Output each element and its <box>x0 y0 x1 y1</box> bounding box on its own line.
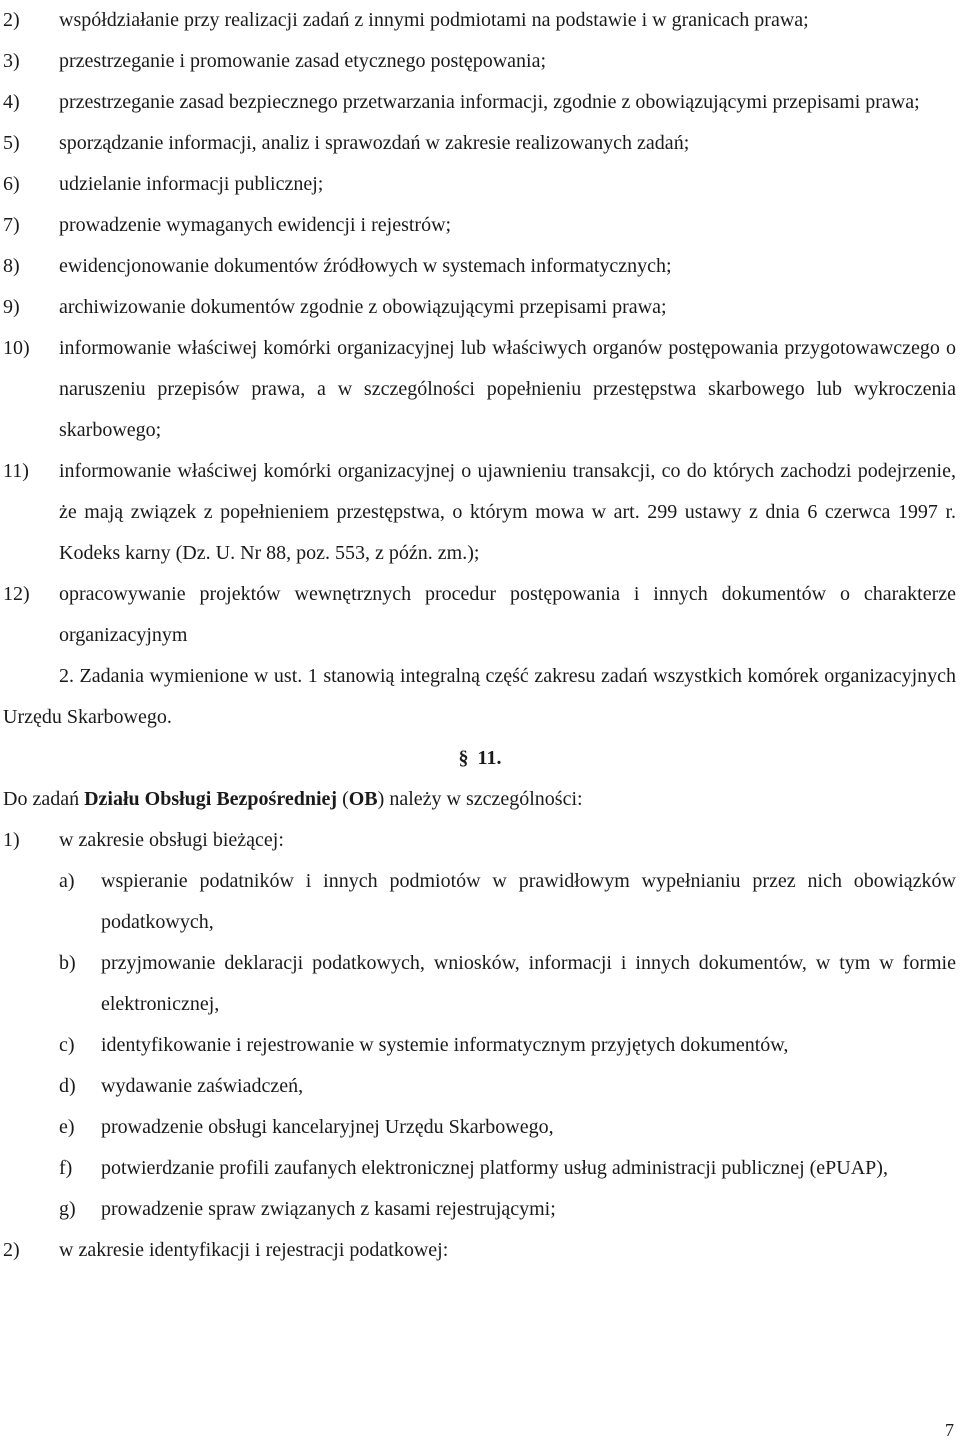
list-item-text: ewidencjonowanie dokumentów źródłowych w systemach informatycznych; <box>59 255 672 277</box>
list-item-text: w zakresie obsługi bieżącej: <box>59 829 284 851</box>
list-item-text: sporządzanie informacji, analiz i sprawozdań w zakresie realizowanych zadań; <box>59 132 690 154</box>
intro-text-middle: ( <box>337 788 349 810</box>
list-item-text: w zakresie identyfikacji i rejestracji podatkowej: <box>59 1239 449 1261</box>
list-item <box>0 1230 960 1271</box>
sub-item-text: identyfikowanie i rejestrowanie w systemie informatycznym przyjętych dokumentów, <box>101 1034 789 1056</box>
list-item <box>0 820 960 861</box>
sub-item-letter: c) <box>59 1034 75 1056</box>
list-item-text: archiwizowanie dokumentów zgodnie z obowiązującymi przepisami prawa; <box>59 296 667 318</box>
list-item-text: prowadzenie wymaganych ewidencji i rejestrów; <box>59 214 452 236</box>
list-item-number: 2) <box>3 9 20 31</box>
list-item <box>0 123 960 164</box>
list-item-text: informowanie właściwej komórki organizacyjnej o ujawnieniu transakcji, co do których zachodzi podejrzenie, że mają związek z popełnieniem przestępstwa, o którym mowa w art. 299 ustawy z dnia 6 czerwca 1997 r. Kodeks karny (Dz. U. Nr 88, poz. 553, z późn. zm.); <box>59 460 956 564</box>
list-item-text: informowanie właściwej komórki organizacyjnej lub właściwych organów postępowania przygotowawczego o naruszeniu przepisów prawa, a w szczególności popełnieniu przestępstwa skarbowego lub wykroczenia skarbowego; <box>59 337 956 441</box>
list-item <box>0 41 960 82</box>
sub-item-letter: f) <box>59 1157 73 1179</box>
list-item-number: 11) <box>3 460 29 482</box>
sub-item-letter: e) <box>59 1116 75 1138</box>
sub-item-letter: a) <box>59 870 75 892</box>
list-item <box>0 328 960 451</box>
list-item <box>0 0 960 41</box>
list-item <box>0 287 960 328</box>
sub-list-item <box>0 1189 960 1230</box>
section-number: 11. <box>477 747 502 769</box>
list-item-text: udzielanie informacji publicznej; <box>59 173 324 195</box>
sub-item-text: wspieranie podatników i innych podmiotów w prawidłowym wypełnianiu przez nich obowiązków podatkowych, <box>101 870 956 933</box>
sub-list-item <box>0 1066 960 1107</box>
department-abbreviation: OB <box>348 788 378 810</box>
list-item-text: opracowywanie projektów wewnętrznych procedur postępowania i innych dokumentów o charakterze organizacyjnym <box>59 583 956 646</box>
list-item <box>0 246 960 287</box>
list-item <box>0 574 960 656</box>
list-item-number: 4) <box>3 91 20 113</box>
list-item <box>0 205 960 246</box>
list-item-text: przestrzeganie zasad bezpiecznego przetwarzania informacji, zgodnie z obowiązującymi przepisami prawa; <box>59 91 920 113</box>
sub-item-letter: d) <box>59 1075 76 1097</box>
ob-task-list <box>0 820 960 1271</box>
paragraph-2: 2. Zadania wymienione w ust. 1 stanowią integralną część zakresu zadań wszystkich komórek organizacyjnych Urzędu Skarbowego. <box>3 665 956 728</box>
list-item-number: 8) <box>3 255 20 277</box>
list-item-number: 9) <box>3 296 20 318</box>
sub-item-text: prowadzenie obsługi kancelaryjnej Urzędu Skarbowego, <box>101 1116 554 1138</box>
sub-item-letter: b) <box>59 952 76 974</box>
sub-item-text: wydawanie zaświadczeń, <box>101 1075 304 1097</box>
list-item-number: 6) <box>3 173 20 195</box>
page-number: 7 <box>945 1420 954 1440</box>
sub-list-item <box>0 1107 960 1148</box>
list-item-number: 7) <box>3 214 20 236</box>
list-item <box>0 82 960 123</box>
list-item-number: 5) <box>3 132 20 154</box>
sub-item-letter: g) <box>59 1198 76 1220</box>
section-intro <box>0 779 960 820</box>
list-item-number: 3) <box>3 50 20 72</box>
sub-item-text: potwierdzanie profili zaufanych elektronicznej platformy usług administracji publicznej (ePUAP), <box>101 1157 888 1179</box>
list-item-text: przestrzeganie i promowanie zasad etycznego postępowania; <box>59 50 547 72</box>
list-item-number: 12) <box>3 583 30 605</box>
sub-list-item <box>0 861 960 943</box>
sub-list-item <box>0 943 960 1025</box>
list-item <box>0 164 960 205</box>
department-name: Działu Obsługi Bezpośredniej <box>84 788 338 810</box>
list-item-number: 2) <box>3 1239 20 1261</box>
sub-list-item <box>0 1148 960 1189</box>
list-item <box>0 451 960 574</box>
list-item-number: 10) <box>3 337 30 359</box>
intro-text-after: ) należy w szczególności: <box>377 788 583 810</box>
intro-text-before: Do zadań <box>3 788 85 810</box>
list-item-text: współdziałanie przy realizacji zadań z innymi podmiotami na podstawie i w granicach prawa; <box>59 9 809 31</box>
numbered-list <box>0 0 960 656</box>
sub-item-text: prowadzenie spraw związanych z kasami rejestrującymi; <box>101 1198 556 1220</box>
list-item-number: 1) <box>3 829 20 851</box>
sub-list <box>0 861 960 1230</box>
section-sign: § <box>458 747 469 769</box>
section-heading <box>0 738 960 779</box>
sub-list-item <box>0 1025 960 1066</box>
sub-item-text: przyjmowanie deklaracji podatkowych, wniosków, informacji i innych dokumentów, w tym w formie elektronicznej, <box>101 952 956 1015</box>
